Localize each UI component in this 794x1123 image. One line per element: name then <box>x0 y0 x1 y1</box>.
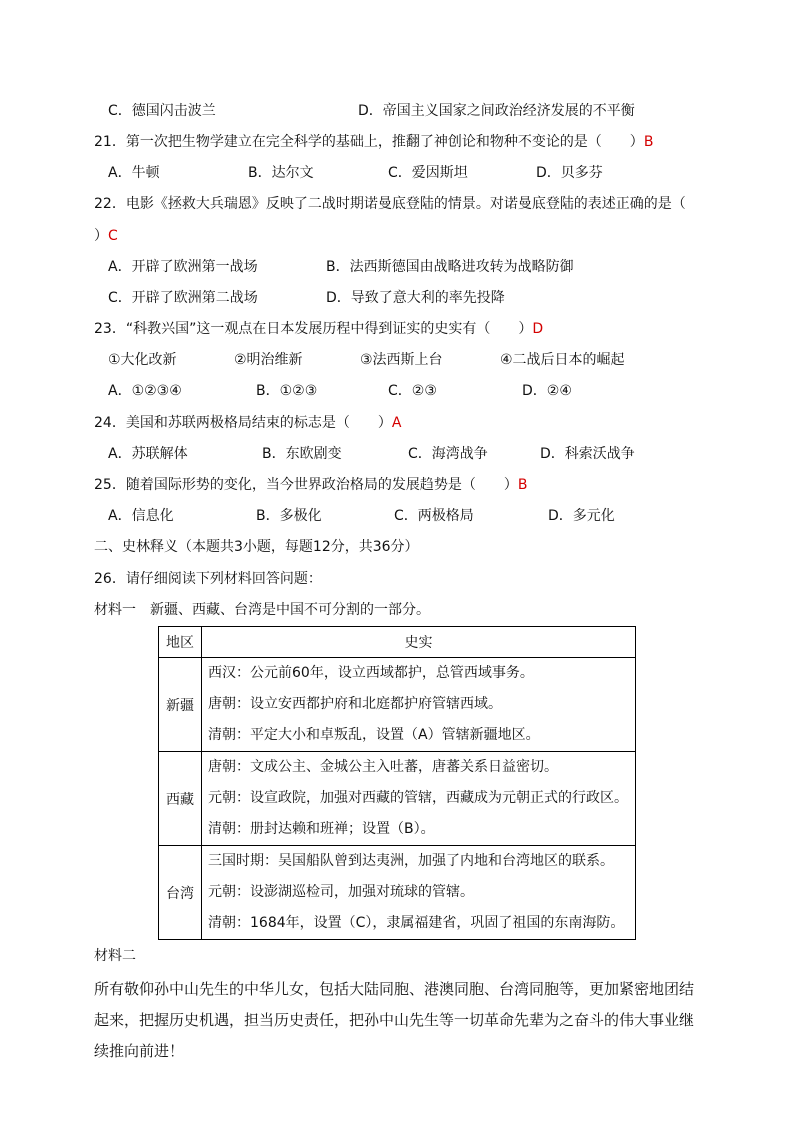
q23-option-d: D．②④ <box>522 383 572 399</box>
q24-option-a: A．苏联解体 <box>108 446 188 462</box>
q20-option-c: C．德国闪击波兰 <box>108 103 216 119</box>
fact-line: 西汉：公元前60年，设立西域都护，总管西域事务。 <box>208 665 534 681</box>
question-25-text: 25．随着国际形势的变化，当今世界政治格局的发展趋势是（ ） <box>94 477 518 493</box>
question-22-continuation <box>94 226 118 246</box>
q23-options <box>0 381 794 401</box>
q21-options <box>0 163 794 183</box>
q21-option-c: C．爱因斯坦 <box>388 165 468 181</box>
table-header-facts: 史实 <box>202 627 636 658</box>
q22-options-row2 <box>0 288 794 308</box>
facts-cell <box>202 752 636 846</box>
q24-option-b: B．东欧剧变 <box>262 446 342 462</box>
q23-option-b: B．①②③ <box>256 383 318 399</box>
table-header-region: 地区 <box>159 627 202 658</box>
q25-option-a: A．信息化 <box>108 508 174 524</box>
question-23-answer: D <box>532 321 544 337</box>
fact-line: 清朝：1684年，设置（C），隶属福建省，巩固了祖国的东南海防。 <box>208 915 625 931</box>
q25-option-b: B．多极化 <box>256 508 322 524</box>
q25-option-c: C．两极格局 <box>394 508 474 524</box>
region-cell: 新疆 <box>159 658 202 752</box>
question-25-answer: B <box>517 477 528 493</box>
q22-option-a: A．开辟了欧洲第一战场 <box>108 259 258 275</box>
q23-option-a: A．①②③④ <box>108 383 182 399</box>
question-22-close-paren: ） <box>94 228 108 244</box>
table-row <box>159 846 636 940</box>
fact-line: 清朝：册封达赖和班禅；设置（B）。 <box>208 821 435 837</box>
region-cell: 西藏 <box>159 752 202 846</box>
facts-cell <box>202 846 636 940</box>
question-23-text: 23．“科教兴国”这一观点在日本发展历程中得到证实的史实有（ ） <box>94 321 533 337</box>
question-22-answer: C <box>108 228 118 244</box>
fact-line: 唐朝：设立安西都护府和北庭都护府管辖西域。 <box>208 696 502 712</box>
q24-options <box>0 444 794 464</box>
question-21-answer: B <box>643 134 654 150</box>
q25-options <box>0 506 794 526</box>
fact-line: 清朝：平定大小和卓叛乱，设置（A）管辖新疆地区。 <box>208 727 540 743</box>
table-header-row <box>159 627 636 658</box>
q22-options-row1 <box>0 257 794 277</box>
q20-options <box>0 101 794 121</box>
material-2-text: 所有敬仰孙中山先生的中华儿女，包括大陆同胞、港澳同胞、台湾同胞等，更加紧密地团结起来，把握历史机遇，担当历史责任，把孙中山先生等一切革命先辈为之奋斗的伟大事业继续推向前进！ <box>94 980 695 1060</box>
q23-item-1: ①大化改新 <box>108 352 177 368</box>
q20-option-d: D．帝国主义国家之间政治经济发展的不平衡 <box>358 103 635 119</box>
fact-line: 元朝：设宣政院，加强对西藏的管辖，西藏成为元朝正式的行政区。 <box>208 790 628 806</box>
history-facts-table <box>158 626 636 940</box>
q22-option-c: C．开辟了欧洲第二战场 <box>108 290 258 306</box>
question-24-answer: A <box>391 415 402 431</box>
q23-items <box>0 350 794 370</box>
facts-cell <box>202 658 636 752</box>
table-row <box>159 752 636 846</box>
q22-option-d: D．导致了意大利的率先投降 <box>326 290 505 306</box>
fact-line: 元朝：设澎湖巡检司，加强对琉球的管辖。 <box>208 884 474 900</box>
question-24 <box>94 413 401 433</box>
section-2-heading: 二、史林释义（本题共3小题，每题12分，共36分） <box>94 539 419 555</box>
question-22-text: 22．电影《拯救大兵瑞恩》反映了二战时期诺曼底登陆的情景。对诺曼底登陆的表述正确的是（ <box>94 196 686 212</box>
table-row <box>159 658 636 752</box>
question-24-text: 24．美国和苏联两极格局结束的标志是（ ） <box>94 415 392 431</box>
q24-option-d: D．科索沃战争 <box>540 446 635 462</box>
q24-option-c: C．海湾战争 <box>408 446 488 462</box>
fact-line: 三国时期：吴国船队曾到达夷洲，加强了内地和台湾地区的联系。 <box>208 853 614 869</box>
material-1-intro: 材料一 新疆、西藏、台湾是中国不可分割的一部分。 <box>94 602 430 618</box>
question-23 <box>94 319 543 339</box>
fact-line: 唐朝：文成公主、金城公主入吐蕃，唐蕃关系日益密切。 <box>208 759 558 775</box>
q25-option-d: D．多元化 <box>548 508 615 524</box>
question-21-text: 21．第一次把生物学建立在完全科学的基础上，推翻了神创论和物种不变论的是（ ） <box>94 134 644 150</box>
q23-item-4: ④二战后日本的崛起 <box>500 352 625 368</box>
material-2-title: 材料二 <box>94 948 136 964</box>
q23-option-c: C．②③ <box>388 383 437 399</box>
q23-item-2: ②明治维新 <box>234 352 303 368</box>
question-25 <box>94 475 527 495</box>
region-cell: 台湾 <box>159 846 202 940</box>
q21-option-b: B．达尔文 <box>248 165 314 181</box>
q23-item-3: ③法西斯上台 <box>360 352 443 368</box>
q21-option-d: D．贝多芬 <box>536 165 603 181</box>
q21-option-a: A．牛顿 <box>108 165 160 181</box>
question-21 <box>94 132 653 152</box>
q22-option-b: B．法西斯德国由战略进攻转为战略防御 <box>326 259 574 275</box>
question-26-prompt: 26．请仔细阅读下列材料回答问题： <box>94 571 322 587</box>
